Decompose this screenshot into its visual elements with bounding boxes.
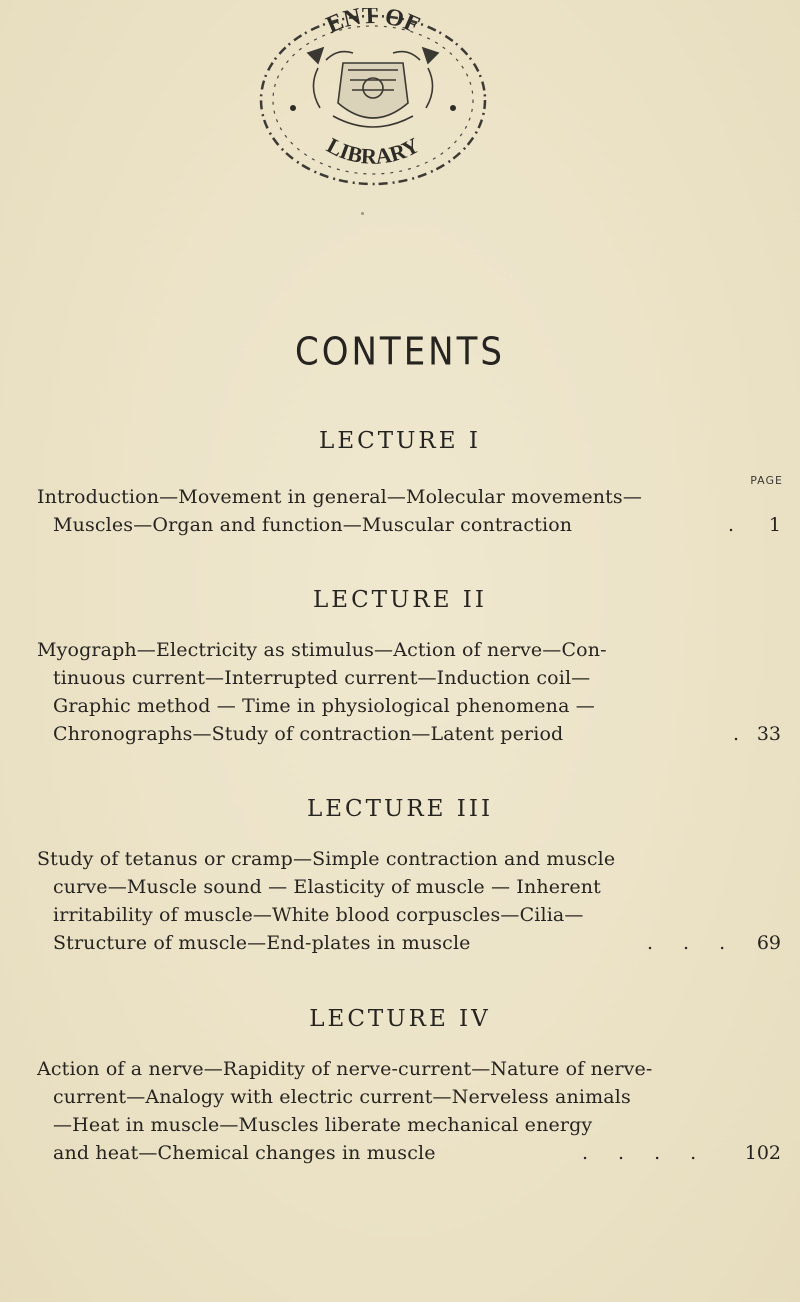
page-column-label: PAGE xyxy=(750,474,783,487)
lecture-1-heading: LECTURE I xyxy=(319,428,481,454)
lecture-2-line-3: Graphic method — Time in physiological phenomena — xyxy=(53,695,595,717)
lecture-4-line-1: Action of a nerve—Rapidity of nerve-current—Nature of nerve- xyxy=(37,1058,653,1080)
lecture-3-line-4: Structure of muscle—End-plates in muscle xyxy=(53,932,471,954)
lecture-3-page-number: 69 xyxy=(756,932,781,954)
lecture-4-line-2: current—Analogy with electric current—Nerveless animals xyxy=(53,1086,631,1108)
lecture-3-line-1: Study of tetanus or cramp—Simple contraction and muscle xyxy=(37,848,616,870)
lecture-1-page-number: 1 xyxy=(768,514,781,536)
paper-speck xyxy=(361,212,364,215)
lecture-2-line-2: tinuous current—Interrupted current—Induction coil— xyxy=(53,667,591,689)
lecture-2-line-1: Myograph—Electricity as stimulus—Action of nerve—Con- xyxy=(37,639,607,661)
lecture-1-line-1: Introduction—Movement in general—Molecular movements— xyxy=(37,486,642,508)
lecture-2-page-number: 33 xyxy=(756,723,781,745)
lecture-4-line-4: and heat—Chemical changes in muscle xyxy=(53,1142,436,1164)
lecture-3-leader: ... xyxy=(647,932,756,954)
page-title: CONTENTS xyxy=(295,329,505,375)
library-stamp xyxy=(248,8,498,188)
lecture-3-heading: LECTURE III xyxy=(306,796,494,822)
lecture-2-leader: . xyxy=(733,723,754,745)
library-stamp-seal xyxy=(248,8,498,188)
lecture-1-leader: . xyxy=(728,514,749,536)
lecture-4-line-3: —Heat in muscle—Muscles liberate mechanical energy xyxy=(53,1114,593,1136)
svg-text:ENT OF: ENT OF xyxy=(322,8,424,39)
lecture-3-line-2: curve—Muscle sound — Elasticity of muscle — Inherent xyxy=(53,876,601,898)
lecture-1-line-2: Muscles—Organ and function—Muscular contraction xyxy=(53,514,573,536)
lecture-2-line-4: Chronographs—Study of contraction—Latent period xyxy=(53,723,564,745)
lecture-3-line-3: irritability of muscle—White blood corpuscles—Cilia— xyxy=(53,904,584,926)
svg-text:LIBRARY: LIBRARY xyxy=(322,132,424,169)
lecture-2-heading: LECTURE II xyxy=(313,587,487,613)
lecture-4-leader: .... xyxy=(582,1142,727,1164)
lecture-4-heading: LECTURE IV xyxy=(309,1006,491,1032)
lecture-4-page-number: 102 xyxy=(744,1142,781,1164)
